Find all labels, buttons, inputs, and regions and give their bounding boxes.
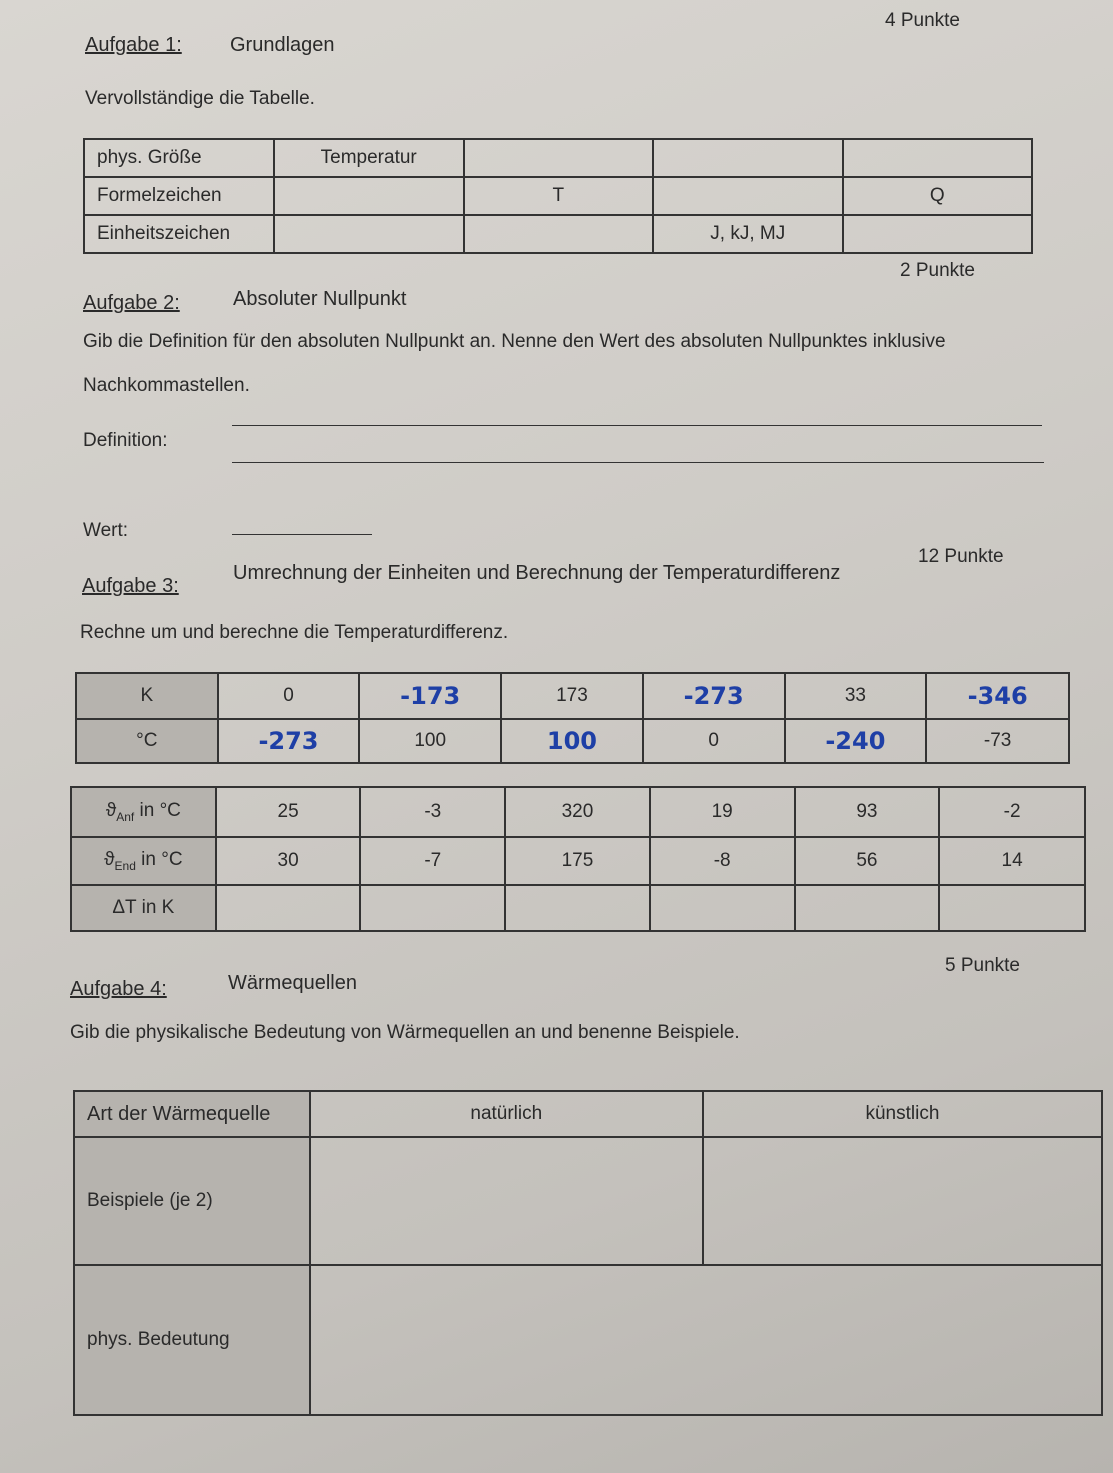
answer-cell[interactable] — [360, 885, 505, 931]
table-row — [84, 215, 1032, 253]
table-row — [74, 1265, 1102, 1415]
table-cell: phys. Größe — [84, 139, 274, 177]
end-temp-header: $ϑ_{End}$ in °C — [71, 837, 216, 885]
start-temp-header: $ϑ_{Anf}$ in °C — [71, 787, 216, 837]
task3-points: 12 Punkte — [918, 546, 1004, 567]
task4-label: Aufgabe 4: — [70, 978, 167, 1000]
table-cell: Formelzeichen — [84, 177, 274, 215]
task2-instruction: Gib die Definition für den absoluten Nullpunkt an. Nenne den Wert des absoluten Nullpunktes inklusive Nachkommastellen. — [83, 331, 946, 396]
table-row — [84, 139, 1032, 177]
task1-title: Grundlagen — [230, 34, 335, 56]
artificial-header: künstlich — [703, 1091, 1102, 1137]
table-cell: -8 — [650, 837, 795, 885]
difference-table — [70, 786, 1086, 932]
task2-title: Absoluter Nullpunkt — [233, 288, 407, 310]
handwritten-answer[interactable]: -273 — [218, 719, 360, 763]
quantities-table — [83, 138, 1033, 254]
table-cell: 0 — [218, 673, 360, 719]
natural-header: natürlich — [310, 1091, 703, 1137]
conversion-table — [75, 672, 1070, 764]
table-cell[interactable] — [843, 139, 1033, 177]
table-cell: -7 — [360, 837, 505, 885]
task4-instruction: Gib die physikalische Bedeutung von Wärmequellen an und benenne Beispiele. — [70, 1022, 740, 1043]
heat-sources-table — [73, 1090, 1103, 1416]
task1-instruction: Vervollständige die Tabelle. — [85, 88, 315, 109]
table-cell: 30 — [216, 837, 361, 885]
answer-cell[interactable] — [650, 885, 795, 931]
table-cell: -3 — [360, 787, 505, 837]
table-cell[interactable] — [464, 215, 653, 253]
table-row — [71, 787, 1085, 837]
table-cell: Einheitszeichen — [84, 215, 274, 253]
answer-cell[interactable] — [939, 885, 1085, 931]
table-cell: 100 — [359, 719, 501, 763]
table-cell: -73 — [926, 719, 1069, 763]
task4-title: Wärmequellen — [228, 972, 357, 994]
table-row — [74, 1091, 1102, 1137]
table-cell[interactable] — [464, 139, 653, 177]
table-cell[interactable] — [274, 177, 464, 215]
table-cell: 25 — [216, 787, 361, 837]
kelvin-header: K — [76, 673, 218, 719]
task4-points: 5 Punkte — [945, 955, 1020, 976]
natural-examples-cell[interactable] — [310, 1137, 703, 1265]
definition-line-1[interactable] — [232, 425, 1042, 426]
value-label: Wert: — [83, 520, 129, 541]
table-cell: 320 — [505, 787, 650, 837]
answer-cell[interactable] — [795, 885, 940, 931]
task1-points: 4 Punkte — [885, 10, 960, 31]
answer-cell[interactable] — [216, 885, 361, 931]
task2-label: Aufgabe 2: — [83, 292, 180, 314]
heat-source-type-header: Art der Wärmequelle — [74, 1091, 310, 1137]
handwritten-answer[interactable]: 100 — [501, 719, 643, 763]
table-cell: 173 — [501, 673, 643, 719]
handwritten-answer[interactable]: -173 — [359, 673, 501, 719]
celsius-header: °C — [76, 719, 218, 763]
table-row — [71, 885, 1085, 931]
definition-label: Definition: — [83, 430, 168, 451]
task1-label: Aufgabe 1: — [85, 34, 182, 56]
table-cell: 14 — [939, 837, 1085, 885]
table-cell: Q — [843, 177, 1033, 215]
table-row — [76, 719, 1069, 763]
table-cell[interactable] — [653, 177, 842, 215]
task2-points: 2 Punkte — [900, 260, 975, 281]
meaning-cell[interactable] — [310, 1265, 1102, 1415]
table-cell: 0 — [643, 719, 785, 763]
handwritten-answer[interactable]: -346 — [926, 673, 1069, 719]
table-cell: 175 — [505, 837, 650, 885]
table-cell: 33 — [785, 673, 927, 719]
artificial-examples-cell[interactable] — [703, 1137, 1102, 1265]
answer-cell[interactable] — [505, 885, 650, 931]
value-line[interactable] — [232, 534, 372, 535]
table-row — [76, 673, 1069, 719]
table-row — [71, 837, 1085, 885]
handwritten-answer[interactable]: -273 — [643, 673, 785, 719]
table-cell: T — [464, 177, 653, 215]
table-cell: 56 — [795, 837, 940, 885]
table-cell: Temperatur — [274, 139, 464, 177]
table-cell[interactable] — [274, 215, 464, 253]
examples-label: Beispiele (je 2) — [74, 1137, 310, 1265]
delta-t-header: ΔT in K — [71, 885, 216, 931]
table-row — [84, 177, 1032, 215]
table-cell: -2 — [939, 787, 1085, 837]
task3-title: Umrechnung der Einheiten und Berechnung der Temperaturdifferenz — [233, 562, 841, 584]
meaning-label: phys. Bedeutung — [74, 1265, 310, 1415]
table-cell: J, kJ, MJ — [653, 215, 842, 253]
table-cell[interactable] — [843, 215, 1033, 253]
task3-label: Aufgabe 3: — [82, 575, 179, 597]
definition-line-2[interactable] — [232, 462, 1044, 463]
table-cell: 19 — [650, 787, 795, 837]
task3-instruction: Rechne um und berechne die Temperaturdifferenz. — [80, 622, 509, 643]
table-row — [74, 1137, 1102, 1265]
table-cell[interactable] — [653, 139, 842, 177]
table-cell: 93 — [795, 787, 940, 837]
handwritten-answer[interactable]: -240 — [785, 719, 927, 763]
